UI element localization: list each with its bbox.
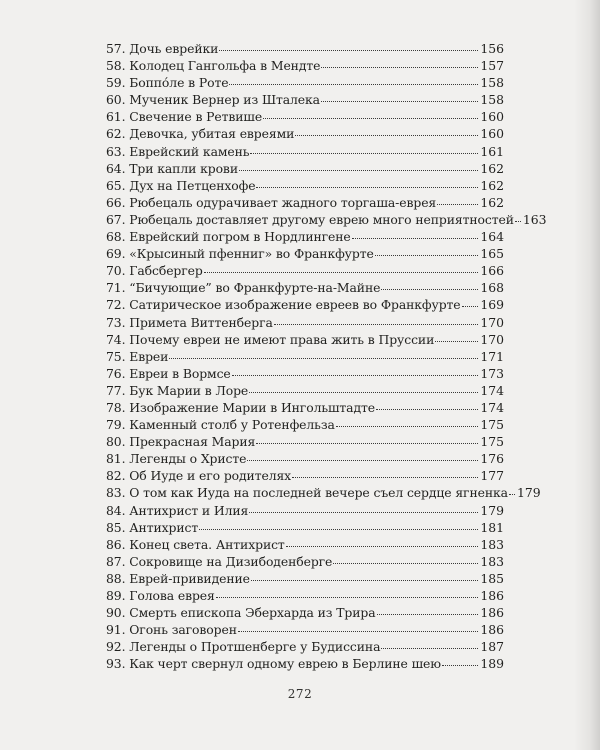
toc-entry-title: [106, 450, 246, 467]
toc-entry-title: [106, 553, 332, 570]
toc-entry: [106, 519, 504, 536]
toc-entry: [106, 621, 504, 638]
toc-entry-text: Примета Виттенберга: [129, 314, 273, 330]
toc-entry-page: 168: [480, 280, 504, 296]
toc-entry: [106, 194, 504, 211]
toc-entry-page: 162: [480, 160, 504, 176]
toc-entry-text: Девочка, убитая евреями: [129, 126, 295, 142]
toc-entry-page: 160: [480, 109, 504, 125]
toc-entry-page: 186: [480, 622, 504, 638]
toc-entry-number: 83.: [106, 485, 126, 501]
toc-entry-text: Рюбецаль одурачивает жадного торгаша-еврея: [129, 194, 437, 210]
toc-entry-title: [106, 57, 320, 74]
toc-dot-leader: [352, 237, 479, 239]
toc-entry-number: 70.: [106, 263, 126, 279]
toc-dot-leader: [232, 374, 479, 376]
toc-dot-leader: [256, 186, 478, 188]
toc-entry-text: Легенды о Протшенберге у Будиссина: [129, 639, 381, 655]
toc-entry-page: 170: [480, 314, 504, 330]
toc-entry-text: «Крысиный пфенниг» во Франкфурте: [129, 246, 374, 262]
toc-entry: [106, 108, 504, 125]
toc-dot-leader: [216, 596, 479, 598]
toc-entry-title: [106, 502, 248, 519]
toc-entry: [106, 382, 504, 399]
toc-entry-title: [106, 245, 374, 262]
toc-dot-leader: [249, 511, 478, 513]
toc-entry-page: 164: [480, 229, 504, 245]
toc-entry-text: Еврей-привидение: [129, 570, 250, 586]
toc-dot-leader: [462, 305, 479, 307]
toc-entry: [106, 296, 504, 313]
toc-entry-title: [106, 228, 351, 245]
toc-entry: [106, 177, 504, 194]
toc-dot-leader: [263, 117, 478, 119]
toc-entry-title: [106, 587, 215, 604]
toc-entry-text: Прекрасная Мария: [129, 434, 256, 450]
toc-entry-number: 62.: [106, 126, 126, 142]
toc-entry-text: Свечение в Ретвише: [129, 109, 263, 125]
toc-entry-page: 179: [480, 502, 504, 518]
toc-entry-title: [106, 125, 294, 142]
toc-entry-text: Антихрист и Илия: [129, 502, 249, 518]
toc-entry-title: [106, 365, 231, 382]
toc-entry-title: [106, 143, 249, 160]
toc-dot-leader: [437, 203, 478, 205]
toc-entry: [106, 553, 504, 570]
toc-entry-number: 72.: [106, 297, 126, 313]
toc-entry-number: 88.: [106, 570, 126, 586]
toc-entry-title: [106, 74, 228, 91]
toc-entry: [106, 279, 504, 296]
toc-entry-title: [106, 638, 380, 655]
toc-entry-number: 81.: [106, 451, 126, 467]
toc-entry-page: 179: [516, 485, 541, 501]
toc-entry-page: 170: [480, 331, 504, 347]
toc-dot-leader: [435, 340, 478, 342]
toc-entry-title: [106, 314, 273, 331]
toc-entry-title: [106, 621, 237, 638]
toc-entry: [106, 587, 504, 604]
toc-entry-text: Рюбецаль доставляет другому еврею много неприятностей: [129, 211, 514, 227]
toc-dot-leader: [321, 66, 478, 68]
toc-entry-page: 162: [480, 177, 504, 193]
toc-entry: [106, 365, 504, 382]
toc-entry: [106, 143, 504, 160]
toc-entry-number: 73.: [106, 314, 126, 330]
toc-entry-page: 177: [480, 468, 504, 484]
toc-entry-page: 158: [480, 75, 504, 91]
page-edge-shadow: [574, 0, 600, 750]
toc-entry: [106, 484, 541, 501]
toc-entry-number: 76.: [106, 365, 126, 381]
toc-entry-page: 186: [480, 605, 504, 621]
toc-entry: [106, 160, 504, 177]
toc-entry: [106, 40, 504, 57]
toc-dot-leader: [274, 323, 479, 325]
toc-dot-leader: [238, 630, 478, 632]
toc-entry-text: Антихрист: [129, 519, 199, 535]
toc-dot-leader: [199, 528, 478, 530]
toc-entry-page: 161: [480, 143, 504, 159]
toc-entry-page: 181: [480, 519, 504, 535]
toc-entry-title: [106, 484, 508, 501]
toc-entry: [106, 91, 504, 108]
toc-entry-number: 57.: [106, 41, 126, 56]
toc-entry-number: 82.: [106, 468, 126, 484]
toc-entry-page: 187: [480, 639, 504, 655]
toc-entry-page: 160: [480, 126, 504, 142]
toc-entry-number: 69.: [106, 246, 126, 262]
toc-entry-number: 64.: [106, 160, 126, 176]
toc-entry-title: [106, 296, 461, 313]
toc-entry-number: 67.: [106, 211, 126, 227]
toc-dot-leader: [377, 613, 479, 615]
toc-entry-number: 85.: [106, 519, 126, 535]
toc-dot-leader: [333, 562, 478, 564]
toc-entry: [106, 125, 504, 142]
toc-entry-text: Дух на Петценхофе: [129, 177, 256, 193]
toc-entry-title: [106, 194, 436, 211]
toc-entry: [106, 450, 504, 467]
toc-dot-leader: [515, 220, 521, 222]
toc-dot-leader: [509, 493, 515, 495]
toc-entry-text: Еврейский погром в Нордлингене: [129, 229, 351, 245]
toc-entry-text: Дочь еврейки: [129, 41, 219, 56]
toc-dot-leader: [169, 357, 478, 359]
toc-entry-text: Огонь заговорен: [129, 622, 237, 638]
toc-entry-title: [106, 382, 248, 399]
toc-entry: [106, 416, 504, 433]
toc-entry-number: 68.: [106, 229, 126, 245]
toc-dot-leader: [336, 425, 479, 427]
toc-entry-text: О том как Иуда на последней вечере съел сердце ягненка: [129, 485, 508, 501]
toc-entry-text: Почему евреи не имеют права жить в Пруссии: [129, 331, 435, 347]
toc-entry-title: [106, 655, 441, 672]
toc-entry-number: 58.: [106, 58, 126, 74]
toc-dot-leader: [247, 459, 478, 461]
toc-entry-page: 158: [480, 92, 504, 108]
toc-entry-number: 75.: [106, 348, 126, 364]
toc-entry: [106, 348, 504, 365]
toc-entry-text: Как черт свернул одному еврею в Берлине шею: [129, 656, 441, 672]
toc-dot-leader: [204, 271, 479, 273]
toc-entry-number: 71.: [106, 280, 126, 296]
toc-entry-title: [106, 433, 255, 450]
toc-entry-page: 166: [480, 263, 504, 279]
toc-entry-title: [106, 160, 238, 177]
toc-entry-number: 87.: [106, 553, 126, 569]
toc-entry-number: 59.: [106, 75, 126, 91]
toc-dot-leader: [229, 83, 478, 85]
toc-entry-number: 60.: [106, 92, 126, 108]
toc-entry-page: 162: [480, 194, 504, 210]
toc-entry-number: 89.: [106, 588, 126, 603]
toc-entry-title: [106, 519, 198, 536]
toc-entry-number: 93.: [106, 656, 126, 672]
toc-entry-number: 77.: [106, 382, 126, 398]
toc-dot-leader: [376, 408, 478, 410]
toc-entry: [106, 467, 504, 484]
toc-entry: [106, 570, 504, 587]
toc-entry-title: [106, 177, 255, 194]
toc-entry: [106, 536, 504, 553]
toc-dot-leader: [381, 288, 478, 290]
toc-entry: [106, 502, 504, 519]
toc-entry-title: [106, 279, 380, 296]
toc-entry-number: 92.: [106, 639, 126, 655]
toc-entry-page: 175: [480, 417, 504, 433]
toc-dot-leader: [286, 545, 479, 547]
toc-dot-leader: [381, 647, 478, 649]
toc-entry-page: 171: [480, 348, 504, 364]
toc-entry: [106, 638, 504, 655]
toc-entry-page: 183: [480, 536, 504, 552]
toc-dot-leader: [442, 664, 478, 666]
toc-entry-title: [106, 416, 335, 433]
toc-entry-text: Изображение Марии в Ингольштадте: [129, 399, 375, 415]
toc-dot-leader: [249, 391, 478, 393]
toc-entry: [106, 399, 504, 416]
toc-entry-text: Смерть епископа Эберхарда из Трира: [129, 605, 376, 621]
toc-dot-leader: [239, 169, 478, 171]
toc-entry-number: 66.: [106, 194, 126, 210]
toc-entry-title: [106, 331, 434, 348]
toc-entry-text: Три капли крови: [129, 160, 238, 176]
toc-entry-page: 156: [480, 41, 504, 56]
toc-entry-text: Конец света. Антихрист: [129, 536, 285, 552]
toc-entry-text: Бук Марии в Лоре: [129, 382, 249, 398]
toc-entry-page: 174: [480, 399, 504, 415]
toc-dot-leader: [219, 49, 478, 51]
toc-entry-text: Об Иуде и его родителях: [129, 468, 292, 484]
toc-entry-page: 185: [480, 570, 504, 586]
toc-entry-text: Сатирическое изображение евреев во Франкфурте: [129, 297, 461, 313]
toc-entry-number: 65.: [106, 177, 126, 193]
toc-entry-title: [106, 211, 514, 228]
toc-entry-number: 74.: [106, 331, 126, 347]
page-number: 272: [287, 687, 313, 701]
toc-entry-text: Боппо́ле в Роте: [129, 75, 229, 91]
toc-entry-page: 163: [522, 211, 547, 227]
toc-entry: [106, 604, 504, 621]
toc-entry-text: Сокровище на Дизибоденберге: [129, 553, 333, 569]
toc-entry-title: [106, 570, 250, 587]
toc-entry-page: 175: [480, 434, 504, 450]
toc-dot-leader: [375, 254, 479, 256]
toc-entry-number: 91.: [106, 622, 126, 638]
toc-entry-title: [106, 40, 218, 57]
toc-entry-page: 186: [480, 588, 504, 603]
toc-entry-title: [106, 348, 168, 365]
toc-entry: [106, 211, 547, 228]
toc-entry-page: 176: [480, 451, 504, 467]
toc-dot-leader: [292, 476, 478, 478]
table-of-contents: [106, 40, 547, 672]
toc-entry: [106, 655, 504, 672]
toc-entry-text: Голова еврея: [129, 588, 215, 603]
toc-entry-page: 165: [480, 246, 504, 262]
toc-entry-text: Евреи в Вормсе: [129, 365, 231, 381]
toc-entry-number: 86.: [106, 536, 126, 552]
toc-entry-title: [106, 467, 291, 484]
toc-dot-leader: [256, 442, 478, 444]
toc-entry: [106, 57, 504, 74]
toc-entry-number: 90.: [106, 605, 126, 621]
toc-entry: [106, 314, 504, 331]
toc-entry: [106, 262, 504, 279]
toc-entry-text: Габсбергер: [129, 263, 203, 279]
toc-entry-number: 78.: [106, 399, 126, 415]
toc-dot-leader: [295, 134, 478, 136]
toc-entry-text: Еврейский камень: [129, 143, 250, 159]
toc-entry-number: 84.: [106, 502, 126, 518]
toc-entry: [106, 74, 504, 91]
toc-entry: [106, 228, 504, 245]
toc-entry-page: 183: [480, 553, 504, 569]
toc-entry-title: [106, 399, 375, 416]
toc-entry-title: [106, 262, 203, 279]
toc-entry-page: 174: [480, 382, 504, 398]
toc-entry-title: [106, 108, 262, 125]
toc-dot-leader: [321, 100, 478, 102]
toc-entry-page: 189: [480, 656, 504, 672]
toc-dot-leader: [250, 152, 478, 154]
toc-entry-title: [106, 91, 320, 108]
toc-entry-page: 157: [480, 58, 504, 74]
toc-entry-text: Мученик Вернер из Шталека: [129, 92, 320, 108]
toc-entry-title: [106, 536, 285, 553]
toc-entry-number: 80.: [106, 434, 126, 450]
toc-entry-number: 79.: [106, 417, 126, 433]
toc-entry-page: 173: [480, 365, 504, 381]
toc-entry-text: “Бичующие” во Франкфурте-на-Майне: [129, 280, 381, 296]
toc-entry-text: Колодец Гангольфа в Мендте: [129, 58, 321, 74]
toc-entry-text: Евреи: [129, 348, 169, 364]
toc-entry: [106, 331, 504, 348]
toc-entry-number: 61.: [106, 109, 126, 125]
toc-entry-title: [106, 604, 376, 621]
toc-entry: [106, 245, 504, 262]
toc-dot-leader: [251, 579, 478, 581]
toc-entry-text: Легенды о Христе: [129, 451, 247, 467]
toc-entry: [106, 433, 504, 450]
toc-entry-number: 63.: [106, 143, 126, 159]
toc-entry-page: 169: [480, 297, 504, 313]
toc-entry-text: Каменный столб у Ротенфельза: [129, 417, 335, 433]
